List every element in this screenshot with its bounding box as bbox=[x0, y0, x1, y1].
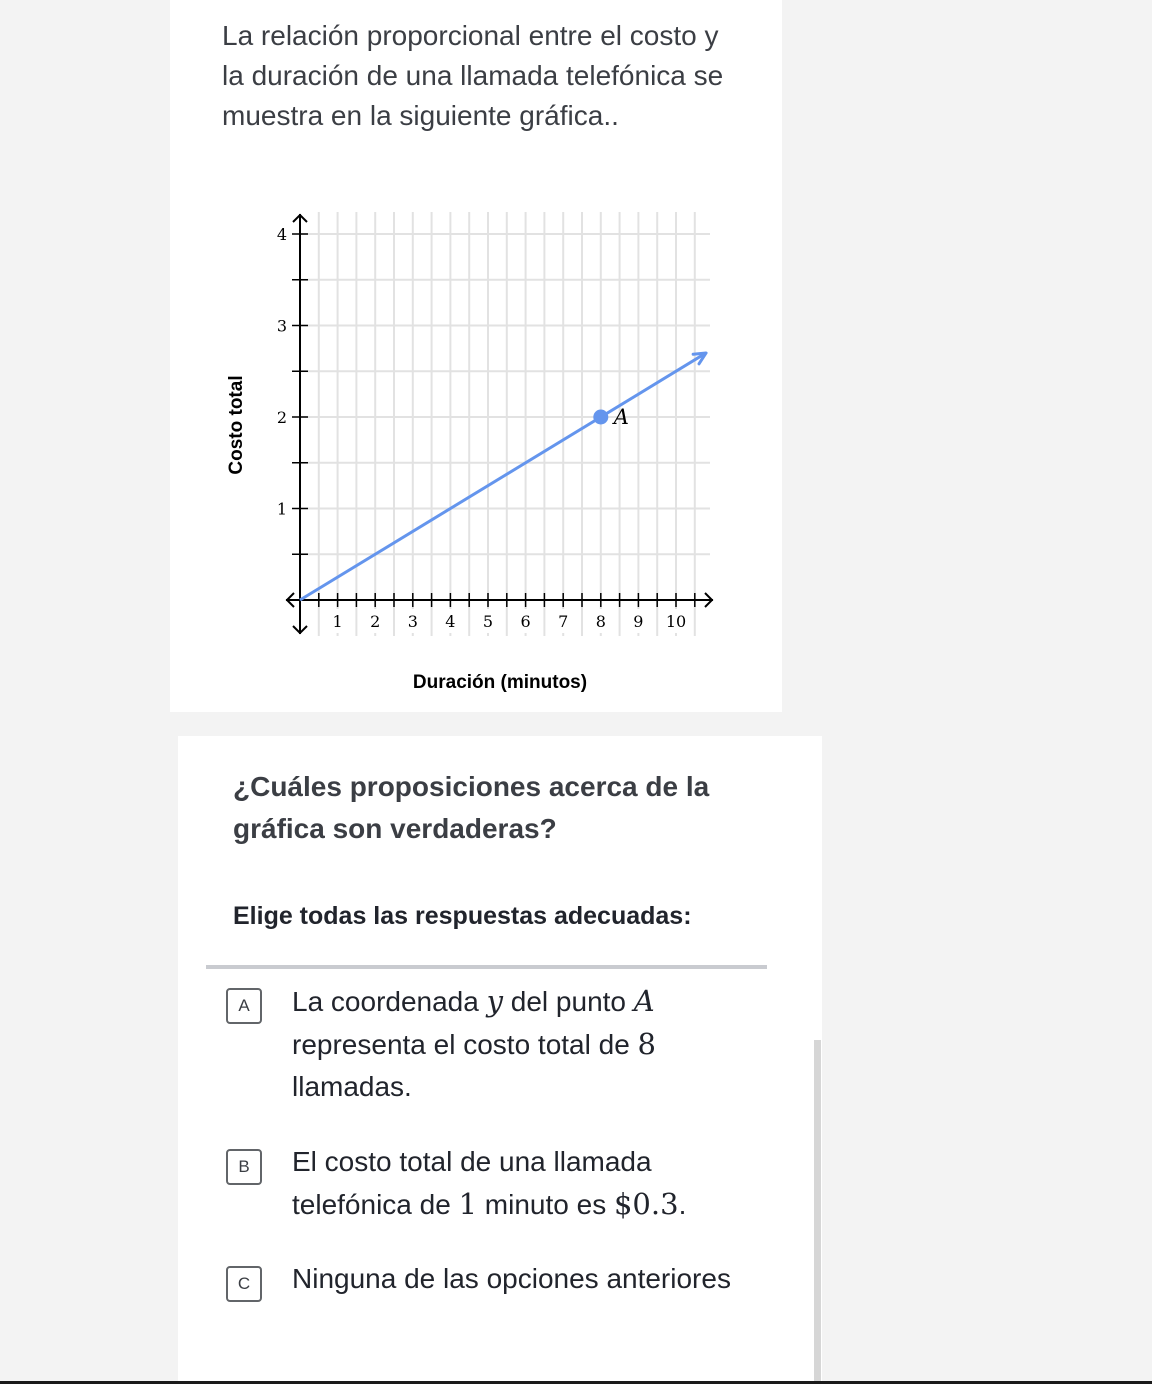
x-tick-label: 3 bbox=[407, 612, 418, 631]
choice-b-math-cost: $0.3 bbox=[613, 1187, 679, 1221]
scrollbar-track[interactable] bbox=[814, 1040, 821, 1384]
x-tick-label: 9 bbox=[633, 612, 644, 631]
choice-c-text[interactable] bbox=[292, 1258, 772, 1300]
x-tick-label: 8 bbox=[595, 612, 606, 631]
x-tick-label: 2 bbox=[370, 612, 381, 631]
choice-c-text-1: Ninguna de las opciones anteriores bbox=[292, 1263, 731, 1294]
y-tick-label: 3 bbox=[276, 316, 287, 336]
choice-b-text[interactable] bbox=[292, 1141, 772, 1226]
x-axis-title: Duración (minutos) bbox=[412, 672, 588, 693]
problem-card bbox=[170, 0, 782, 712]
choice-a-text-2: del punto bbox=[503, 986, 634, 1017]
choice-c-letter[interactable]: C bbox=[226, 1266, 262, 1302]
series-line bbox=[300, 353, 706, 600]
choice-a-text-4: llamadas. bbox=[292, 1071, 412, 1102]
choice-a-math-8: 8 bbox=[637, 1027, 656, 1061]
choice-b-letter[interactable]: B bbox=[226, 1149, 262, 1185]
x-tick-label: 6 bbox=[520, 612, 531, 631]
y-axis-title: Costo total bbox=[226, 375, 247, 475]
question-text: ¿Cuáles proposiciones acerca de la gráfica son verdaderas? bbox=[233, 771, 710, 844]
x-tick-label: 1 bbox=[332, 612, 343, 631]
problem-intro: La relación proporcional entre el costo y la duración de una llamada telefónica se muestra en la siguiente gráfica.. bbox=[222, 20, 724, 131]
choice-a-math-y: y bbox=[486, 984, 503, 1018]
choice-b-text-1: El costo total de una llamada telefónica de bbox=[292, 1146, 652, 1220]
question-card bbox=[178, 736, 822, 1384]
choice-a-letter[interactable]: A bbox=[226, 988, 262, 1024]
instruction-text: Elige todas las respuestas adecuadas: bbox=[233, 902, 692, 930]
x-tick-label: 5 bbox=[482, 612, 494, 631]
y-tick-label: 4 bbox=[276, 225, 287, 244]
chart bbox=[170, 0, 782, 712]
point-a-marker bbox=[593, 410, 608, 425]
choice-a-math-a: A bbox=[633, 984, 655, 1018]
y-tick-label: 1 bbox=[276, 499, 287, 519]
choice-b-math-1: 1 bbox=[458, 1187, 478, 1221]
x-tick-label: 4 bbox=[445, 612, 456, 631]
choice-b-text-2: minuto es bbox=[477, 1189, 614, 1220]
x-tick-label: 7 bbox=[558, 612, 569, 631]
choice-a-text-1: La coordenada bbox=[292, 986, 487, 1017]
choice-b-text-3: . bbox=[678, 1189, 687, 1220]
choice-a-text-3: representa el costo total de bbox=[292, 1029, 638, 1060]
choice-a-text[interactable] bbox=[292, 980, 772, 1108]
y-tick-label: 2 bbox=[276, 408, 287, 427]
point-a-label: A bbox=[613, 405, 629, 429]
divider bbox=[206, 965, 767, 969]
x-tick-label: 10 bbox=[665, 612, 687, 631]
